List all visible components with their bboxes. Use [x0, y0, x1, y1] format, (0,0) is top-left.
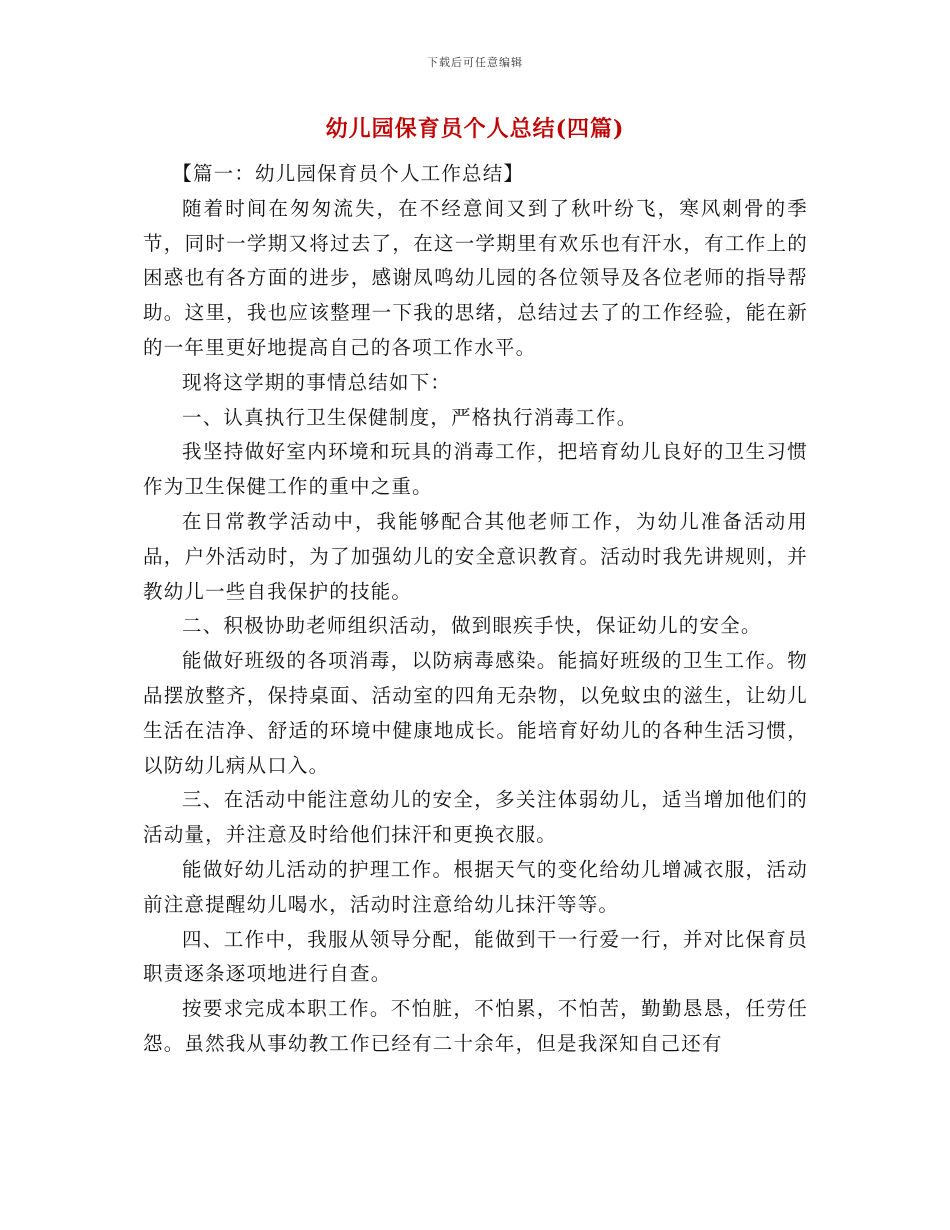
section-heading: 【篇一：幼儿园保育员个人工作总结】: [172, 162, 525, 185]
paragraph: 四、工作中，我服从领导分配，能做到干一行爱一行，并对比保育员职责逐条逐项地进行自查。: [143, 927, 808, 986]
paragraph: 一、认真执行卫生保健制度，严格执行消毒工作。: [182, 405, 638, 429]
paragraph: 三、在活动中能注意幼儿的安全，多关注体弱幼儿，适当增加他们的活动量，并注意及时给他们抹汗和更换衣服。: [143, 788, 808, 847]
paragraph: 能做好班级的各项消毒，以防病毒感染。能搞好班级的卫生工作。物品摆放整齐，保持桌面、活动室的四角无杂物，以免蚊虫的滋生，让幼儿生活在洁净、舒适的环境中健康地成长。能培育好幼儿的各种生活习惯，以防幼儿病从口入。: [143, 649, 808, 777]
paragraph: 能做好幼儿活动的护理工作。根据天气的变化给幼儿增减衣服，活动前注意提醒幼儿喝水，活动时注意给幼儿抹汗等等。: [143, 857, 808, 916]
paragraph: 按要求完成本职工作。不怕脏，不怕累，不怕苦，勤勤恳恳，任劳任怨。虽然我从事幼教工作已经有二十余年，但是我深知自己还有: [143, 997, 808, 1055]
paragraph: 在日常教学活动中，我能够配合其他老师工作，为幼儿准备活动用品，户外活动时，为了加强幼儿的安全意识教育。活动时我先讲规则，并教幼儿一些自我保护的技能。: [143, 509, 808, 603]
paragraph: 我坚持做好室内环境和玩具的消毒工作，把培育幼儿良好的卫生习惯作为卫生保健工作的重中之重。: [143, 440, 808, 499]
paragraph: 现将这学期的事情总结如下：: [182, 370, 452, 394]
paragraph: 随着时间在匆匆流失，在不经意间又到了秋叶纷飞，寒风刺骨的季节，同时一学期又将过去了，在这一学期里有欢乐也有汗水，有工作上的困惑也有各方面的进步，感谢凤鸣幼儿园的各位领导及各位老师的指导帮助。这里，我也应该整理一下我的思绪，总结过去了的工作经验，能在新的一年里更好地提高自己的各项工作水平。: [143, 196, 808, 359]
paragraph: 二、积极协助老师组织活动，做到眼疾手快，保证幼儿的安全。: [182, 614, 762, 638]
document-body: [143, 157, 808, 1062]
document-title: 幼儿园保育员个人总结(四篇): [325, 116, 625, 142]
header-note: 下载后可任意编辑: [427, 56, 523, 69]
